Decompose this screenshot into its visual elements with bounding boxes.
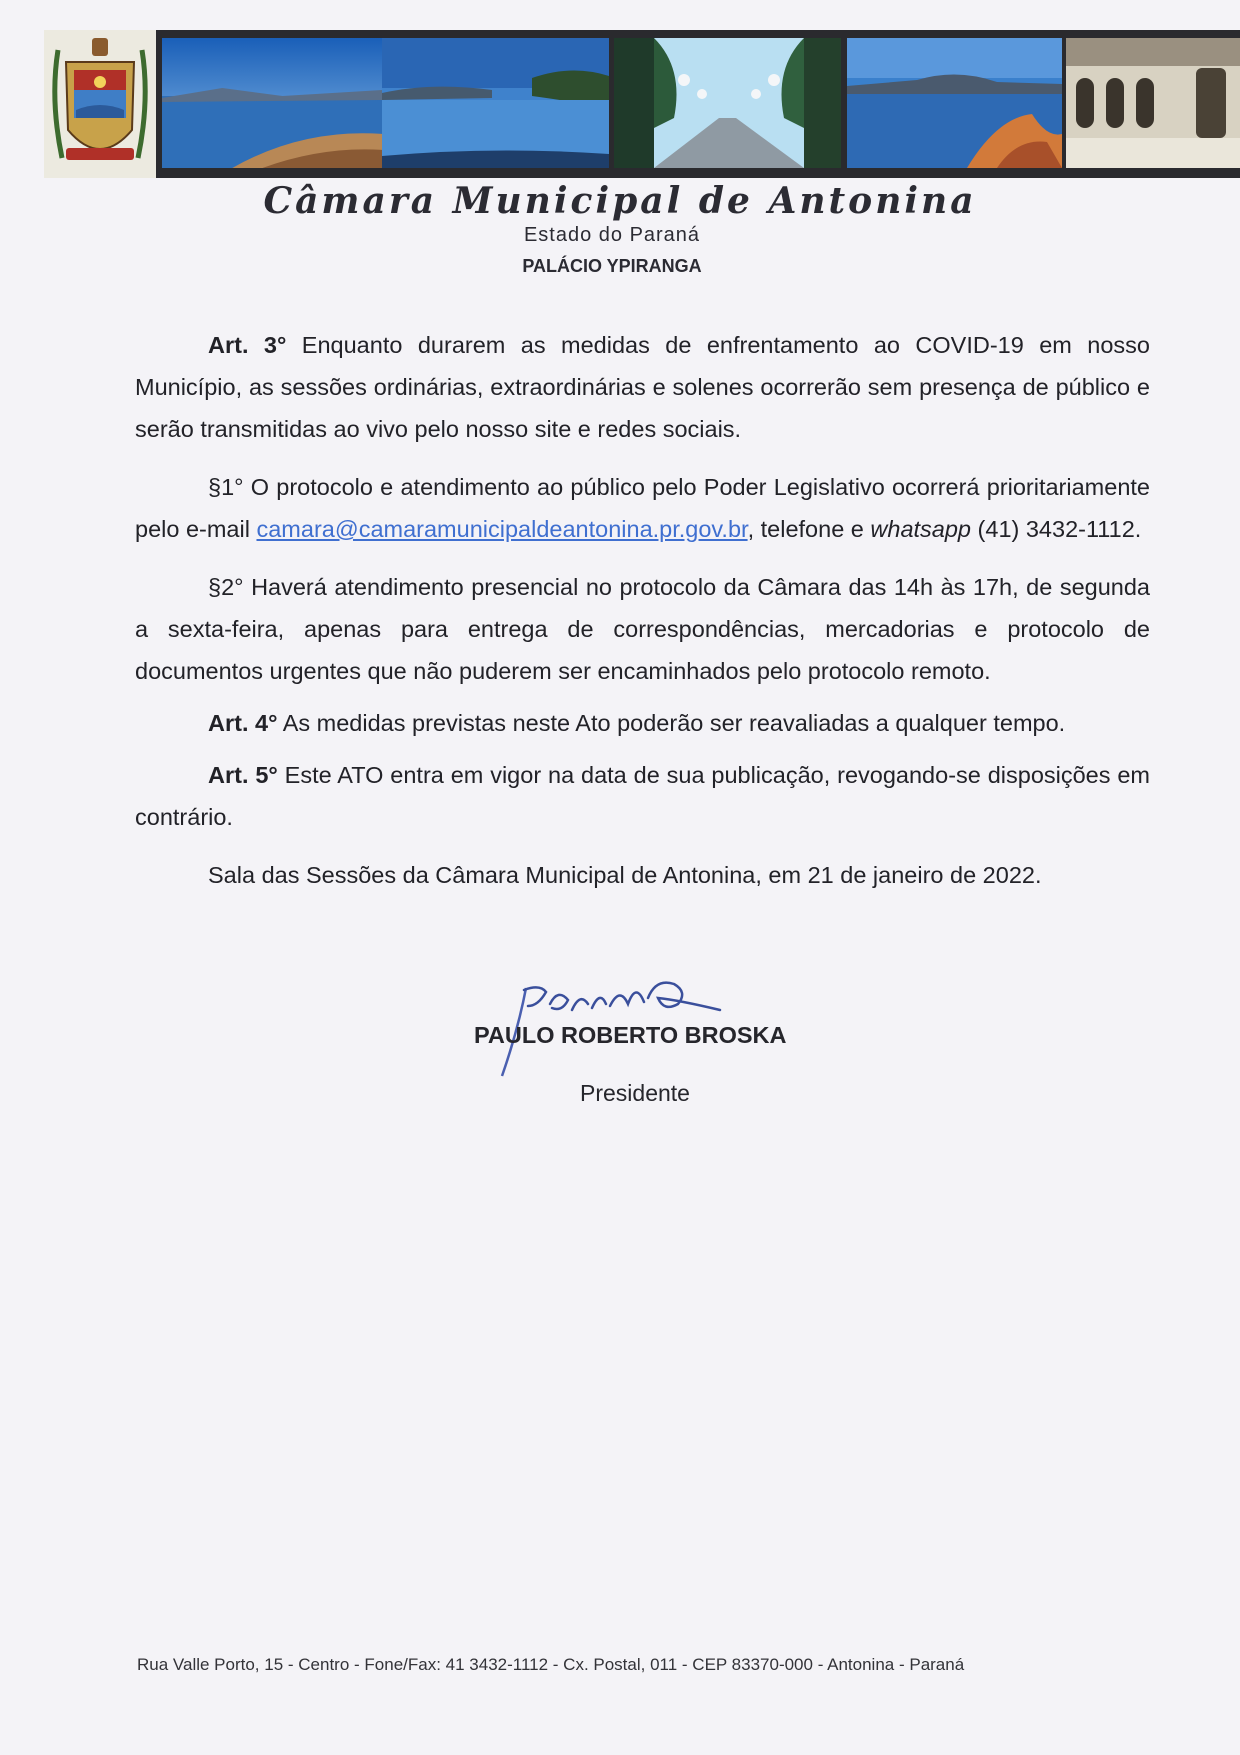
institution-name: Câmara Municipal de Antonina: [263, 180, 977, 222]
paragraph-1-text-middle: , telefone e: [747, 516, 871, 542]
signatory-name: PAULO ROBERTO BROSKA: [474, 1022, 787, 1048]
article-5-text: Este ATO entra em vigor na data de sua publicação, revogando-se disposições em contrário.: [135, 762, 1151, 830]
phone-number: (41) 3432-1112.: [971, 516, 1142, 542]
article-4: [135, 702, 1150, 744]
arcade-photo: [1066, 38, 1240, 168]
paragraph-1-text: O protocolo e atendimento ao público pelo Poder Legislativo ocorrerá prioritariamente pelo e-mail: [135, 474, 1150, 542]
paragraph-1: [135, 466, 1150, 550]
footer-address: Rua Valle Porto, 15 - Centro - Fone/Fax: 41 3432-1112 - Cx. Postal, 011 - CEP 83370-000 - Antonina - Paraná: [137, 1655, 965, 1674]
article-3-text: Enquanto durarem as medidas de enfrentamento ao COVID-19 em nosso Município, as sessões ordinárias, extraordinárias e solenes ocorrerão sem presença de público e serão transmitidas ao vivo pelo nosso site e redes sociais.: [135, 332, 1150, 442]
institution-palace: PALÁCIO YPIRANGA: [522, 256, 702, 276]
coast-photo: [847, 38, 1062, 168]
article-3: [135, 324, 1150, 450]
municipal-crest-icon: [44, 30, 156, 178]
article-4-text: As medidas previstas neste Ato poderão ser reavaliadas a qualquer tempo.: [277, 710, 1066, 736]
article-3-label: Art. 3°: [208, 332, 287, 358]
article-4-label: Art. 4°: [208, 710, 278, 736]
lake-photo: [382, 38, 609, 168]
paragraph-2: [135, 566, 1150, 692]
header-banner: [44, 30, 1240, 178]
bay-photo: [162, 38, 383, 168]
paragraph-1-label: §1°: [208, 474, 244, 500]
paragraph-2-label: §2°: [208, 574, 244, 600]
document-body: [135, 324, 1150, 912]
whatsapp-word: whatsapp: [870, 516, 972, 542]
institution-state: Estado do Paraná: [523, 224, 701, 246]
email-link[interactable]: camara@camaramunicipaldeantonina.pr.gov.br: [256, 516, 748, 542]
article-5: [135, 754, 1150, 838]
promenade-photo: [614, 38, 841, 168]
paragraph-2-text: Haverá atendimento presencial no protocolo da Câmara das 14h às 17h, de segunda a sexta-feira, apenas para entrega de correspondências, mercadorias e protocolo de documentos urgentes que não puderem ser encaminhados pelo protocolo remoto.: [135, 574, 1150, 684]
signatory-role: Presidente: [580, 1080, 690, 1106]
closing-statement: Sala das Sessões da Câmara Municipal de Antonina, em 21 de janeiro de 2022.: [208, 862, 1042, 888]
article-5-label: Art. 5°: [208, 762, 278, 788]
